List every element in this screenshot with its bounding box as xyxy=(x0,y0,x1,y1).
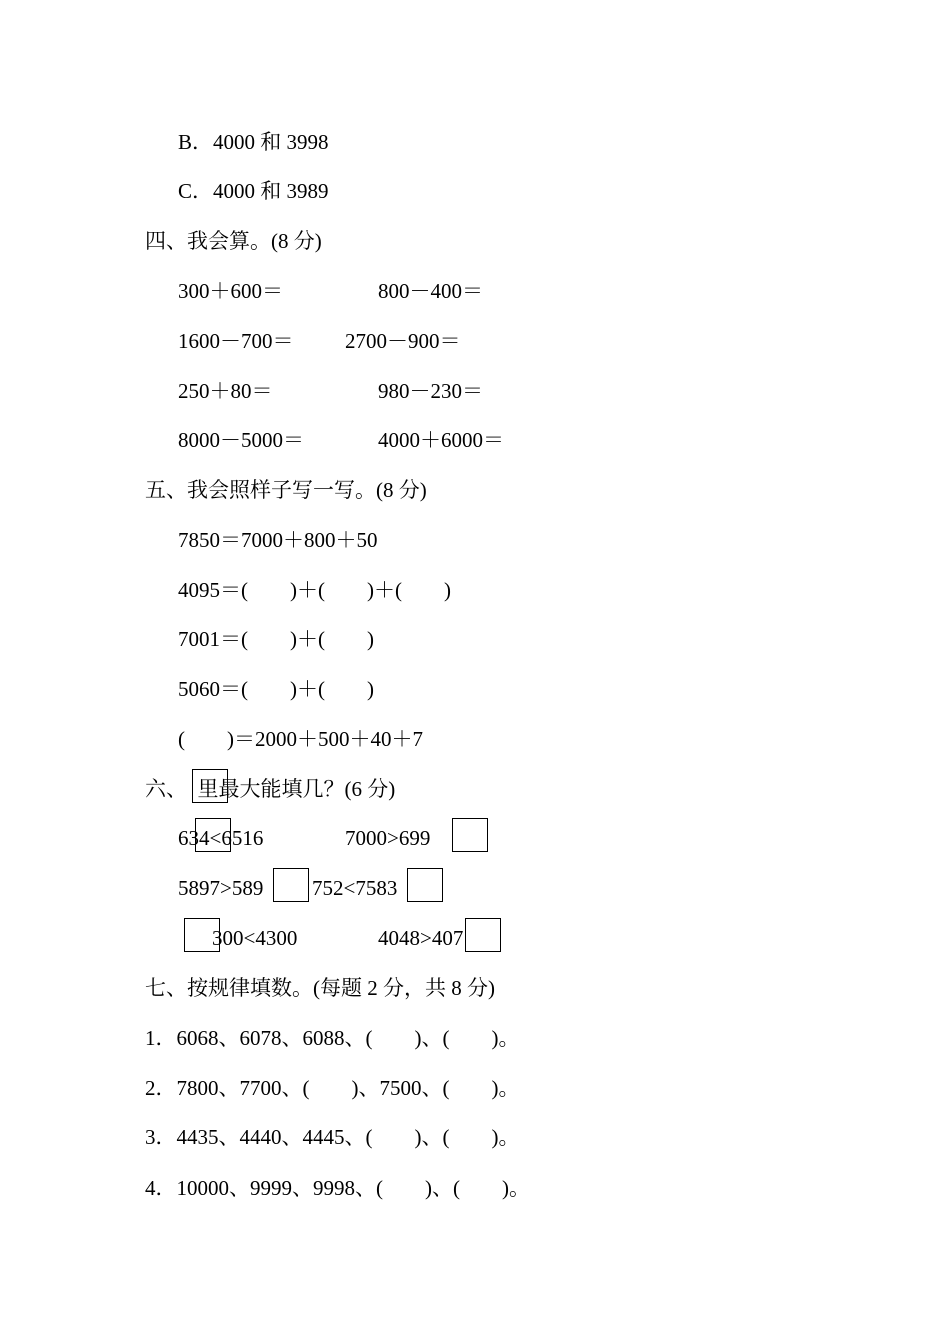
answer-box[interactable] xyxy=(273,868,309,902)
calc-problem: 250＋80＝ xyxy=(178,379,273,403)
calc-problem: 8000－5000＝ xyxy=(178,428,304,452)
compare-item: 5897>589 xyxy=(178,876,264,900)
fill-line: 5060＝( )＋( ) xyxy=(178,677,374,701)
fill-line: 4095＝( )＋( )＋( ) xyxy=(178,578,451,602)
answer-box[interactable] xyxy=(195,818,231,852)
answer-box[interactable] xyxy=(407,868,443,902)
calc-problem: 800－400＝ xyxy=(378,279,483,303)
option-b: B．4000 和 3998 xyxy=(178,130,329,154)
section5-heading: 五、我会照样子写一写。(8 分) xyxy=(145,478,427,502)
compare-item: 4048>407 xyxy=(378,926,464,950)
section4-heading: 四、我会算。(8 分) xyxy=(145,229,322,253)
calc-problem: 980－230＝ xyxy=(378,379,483,403)
compare-item: 634<6516 xyxy=(178,826,264,850)
fill-line: ( )＝2000＋500＋40＋7 xyxy=(178,727,423,751)
calc-problem: 4000＋6000＝ xyxy=(378,428,504,452)
sequence-item: 4．10000、9999、9998、( )、( )。 xyxy=(145,1176,530,1200)
answer-box[interactable] xyxy=(452,818,488,852)
answer-box[interactable] xyxy=(465,918,501,952)
compare-item: 7000>699 xyxy=(345,826,431,850)
heading-box-icon xyxy=(192,769,228,803)
compare-item: 300<4300 xyxy=(212,926,298,950)
fill-line: 7001＝( )＋( ) xyxy=(178,627,374,651)
sequence-item: 3．4435、4440、4445、( )、( )。 xyxy=(145,1125,520,1149)
section6-heading: 六、 里最大能填几？(6 分) xyxy=(145,777,396,801)
calc-problem: 2700－900＝ xyxy=(345,329,461,353)
sequence-item: 1．6068、6078、6088、( )、( )。 xyxy=(145,1026,520,1050)
option-c: C．4000 和 3989 xyxy=(178,179,329,203)
calc-problem: 300＋600＝ xyxy=(178,279,283,303)
example-line: 7850＝7000＋800＋50 xyxy=(178,528,378,552)
calc-problem: 1600－700＝ xyxy=(178,329,294,353)
section7-heading: 七、按规律填数。(每题 2 分，共 8 分) xyxy=(145,976,495,1000)
compare-item: 752<7583 xyxy=(312,876,398,900)
sequence-item: 2．7800、7700、( )、7500、( )。 xyxy=(145,1076,520,1100)
